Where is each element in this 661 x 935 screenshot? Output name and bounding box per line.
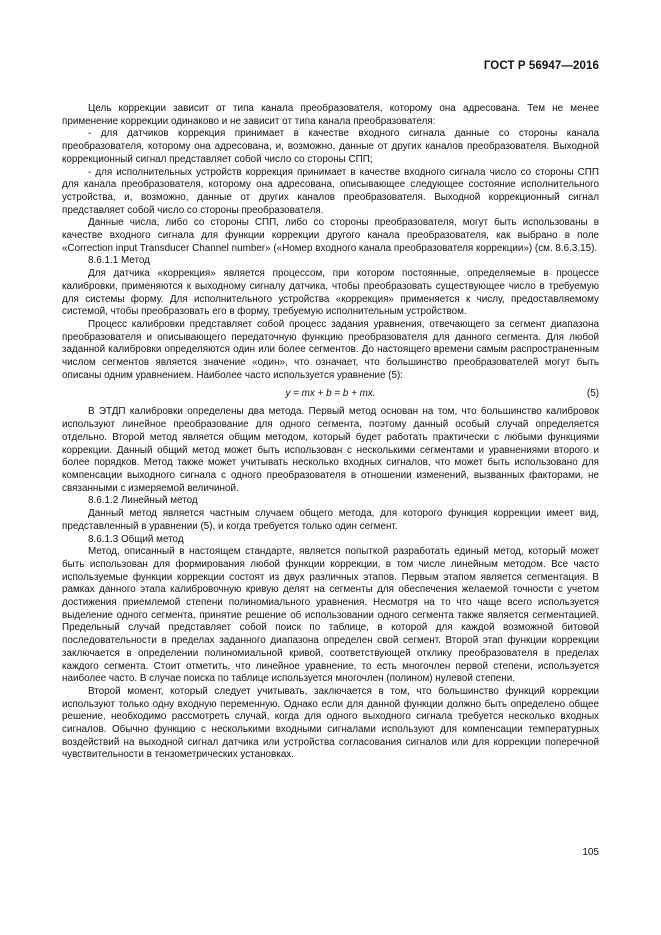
paragraph-second-point: Второй момент, который следует учитывать, заключается в том, что большинство функций коррекции используют только одну входную переменную. Однако если для данной функции должно быть определено общее решение, необходимо рассмотреть случай, когда для одного выходного сигнала требуется несколько входных сигналов. Обычно функцию с несколькими входными сигналами используют для компенсации температурных воздействий на выходной сигнал датчика или устройства согласования сигналов или для коррекции поперечной чувствительности в тензометрических установках. (62, 685, 599, 761)
section-heading-8-6-1-1: 8.6.1.1 Метод (88, 255, 150, 267)
equation-number: (5) (586, 388, 599, 400)
paragraph-numbers: Данные числа, либо со стороны СПП, либо со стороны преобразователя, могут быть использованы в качестве входного сигнала для функции коррекции другого канала преобразователя, как выбрано в поле «Correction input Transducer Channel number» («Номер входного канала преобразователя коррекции») (см. 8.6.3.15). (62, 217, 599, 254)
equation-formula: y = mx + b = b + mx. (285, 388, 376, 400)
paragraph-general-method: Метод, описанный в настоящем стандарте, является попыткой разработать единый метод, который может быть использован для формирования любой функции коррекции, в том числе линейным методом. Все часто используемые функции коррекции состоят из двух различных этапов. Первым этапом является сегментация. В рамках данного этапа калибровочную кривую делят на сегменты для обеспечения желаемой точности с учетом достижения приемлемой степени полиномиального уравнения. Несмотря на то что чаще всего используется выделение одного сегмента, принятие решение об использовании одного сегмента также является сегментацией. Предельный случай представляет собой поиск по таблице, в которой для каждой возможной битовой последовательности в пределах заданного диапазона определен свой сегмент. Второй этап функции коррекции заключается в определении полиномиальной кривой, соответствующей отклику преобразователя в пределах каждого сегмента. Стоит отметить, что линейное уравнение, то есть многочлен первой степени, используется наиболее часто. В случае поиска по таблице используется многочлен (полином) нулевой степени. (62, 546, 599, 685)
section-heading-8-6-1-2: 8.6.1.2 Линейный метод (88, 495, 198, 507)
equation-5 (62, 388, 599, 401)
paragraph-linear-method: Данный метод является частным случаем общего метода, для которого функция коррекции имеет вид, представленный в уравнении (5), и когда требуется только один сегмент. (62, 508, 599, 532)
page-number: 105 (582, 847, 599, 858)
document-body (62, 103, 599, 762)
paragraph-calibration-process: Процесс калибровки представляет собой процесс задания уравнения, отвечающего за сегмент диапазона преобразователя и описывающего передаточную функцию преобразователя для данного сегмента. Для любой заданной калибровки определяются один или более сегментов. До настоящего времени самым распространенным числом сегментов является значение «один», что означает, что большинство преобразователей могут быть описаны одним уравнением. Наиболее часто используется уравнение (5): (62, 318, 599, 381)
paragraph-intro: Цель коррекции зависит от типа канала преобразователя, которому она адресована. Тем не менее применение коррекции одинаково и не зависит от типа канала преобразователя: (62, 103, 599, 127)
page-header-standard-code: ГОСТ Р 56947—2016 (483, 60, 599, 72)
list-item-actuators: - для исполнительных устройств коррекция принимает в качестве входного сигнала число со стороны СПП для канала преобразователя, которому она адресована, описывающее следующее состояние исполнительного устройства, и, возможно, данные от других каналов преобразователя. Выходной коррекционный сигнал представляет собой число со стороны преобразователя. (62, 166, 599, 216)
section-heading-8-6-1-3: 8.6.1.3 Общий метод (88, 533, 184, 545)
paragraph-correction-definition: Для датчика «коррекция» является процессом, при котором постоянные, определяемые в процессе калибровки, применяются к выходному сигналу датчика, чтобы преобразовать существующее число в требуемую для системы форму. Для исполнительного устройства «коррекция» применяется к числу, предоставляемому системой, чтобы преобразовать его в форму, требуемую исполнительным устройством. (62, 268, 599, 318)
list-item-sensors: - для датчиков коррекция принимает в качестве входного сигнала данные со стороны канала преобразователя, которому она адресована, и, возможно, данные от других каналов преобразователя. Выходной коррекционный сигнал представляет собой число со стороны СПП; (62, 128, 599, 165)
paragraph-two-methods: В ЭТДП калибровки определены два метода. Первый метод основан на том, что большинство калибровок используют линейное преобразование для одного сегмента, поэтому данный особый случай определяется отдельно. Второй метод является общим методом, который будет работать практически с любыми функциями коррекции. Данный общий метод может быть использован с несколькими сегментами и уравнениями второго и более порядков. Метод также может учитывать несколько входных сигналов, что может быть использовано для компенсации выходного сигнала с одного преобразователя в отношении изменений, вызванных факторами, не связанными с измеряемой величиной. (62, 406, 599, 494)
